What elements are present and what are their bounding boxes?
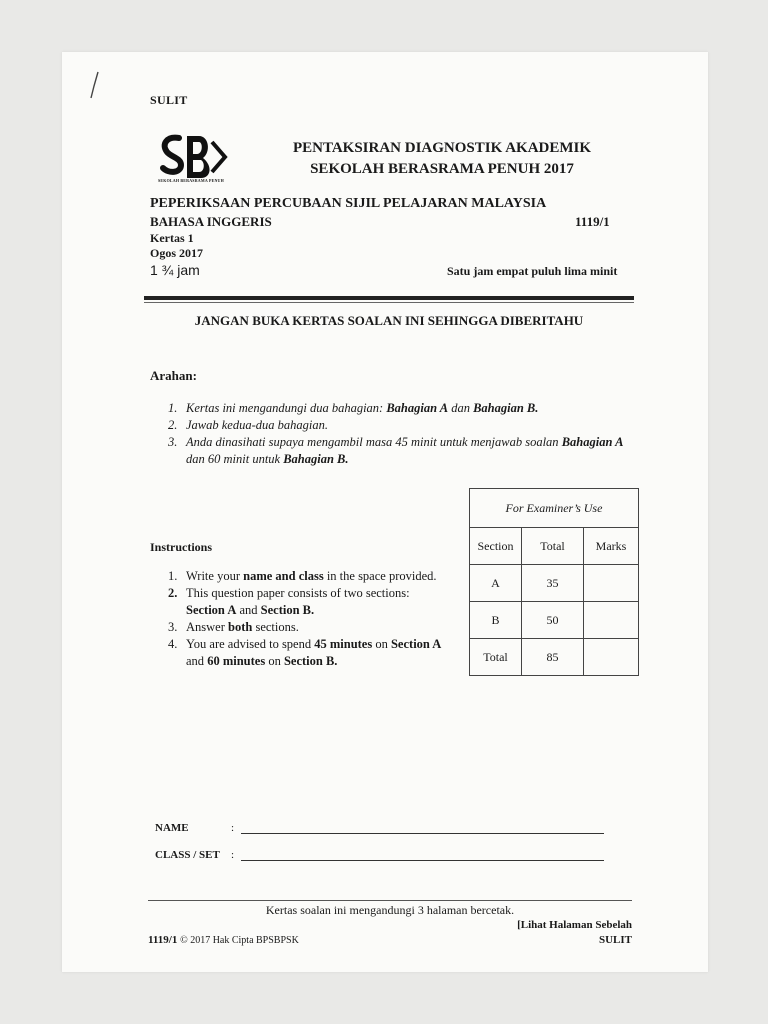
do-not-open-warning: JANGAN BUKA KERTAS SOALAN INI SEHINGGA DIBERITAHU (194, 313, 584, 328)
classification-bottom: SULIT (598, 934, 632, 946)
name-colon: : (231, 822, 235, 834)
exam-cover-page (62, 52, 708, 972)
assessment-title (242, 138, 642, 180)
examiner-header-section: Section (470, 528, 522, 565)
marks-cell-a[interactable] (584, 565, 639, 602)
instructions-list (168, 568, 468, 670)
page-count-note: Kertas soalan ini mengandungi 3 halaman bercetak. (265, 903, 515, 917)
copyright: © 2017 Hak Cipta BPSBPSK (180, 935, 299, 946)
examiner-use-table (469, 488, 639, 676)
examiner-table-title: For Examiner’s Use (470, 489, 639, 528)
paper-code: 1119/1 (575, 214, 610, 229)
marks-cell-b[interactable] (584, 602, 639, 639)
examiner-header-total: Total (522, 528, 584, 565)
table-row: B 50 (470, 602, 639, 639)
marks-cell-total[interactable] (584, 639, 639, 676)
logo-caption: SEKOLAH BERASRAMA PENUH (158, 178, 224, 183)
subject: BAHASA INGGERIS (150, 214, 272, 229)
name-label: NAME (155, 822, 189, 834)
class-label: CLASS / SET (155, 849, 220, 861)
name-field[interactable] (241, 833, 604, 834)
table-row: Total 85 (470, 639, 639, 676)
instruction-item-1: 1. Write your name and class in the space provided. (168, 569, 437, 583)
exam-month: Ogos 2017 (150, 246, 204, 260)
assessment-title-line1: PENTAKSIRAN DIAGNOSTIK AKADEMIK (292, 140, 592, 156)
footer-divider (148, 900, 632, 901)
paper-number: Kertas 1 (150, 231, 194, 245)
classification-top: SULIT (150, 93, 188, 107)
arahan-item-1: 1. Kertas ini mengandungi dua bahagian: Bahagian A dan Bahagian B. (168, 401, 539, 415)
arahan-heading: Arahan: (150, 368, 197, 383)
exam-title: PEPERIKSAAN PERCUBAAN SIJIL PELAJARAN MALAYSIA (150, 196, 547, 211)
instruction-item-2: 2. This question paper consists of two sections: Section A and Section B. (168, 586, 410, 617)
assessment-title-line2: SEKOLAH BERASRAMA PENUH 2017 (310, 161, 574, 177)
arahan-item-3: 3. Anda dinasihati supaya mengambil masa 45 minit untuk menjawab soalan Bahagian A dan 60 minit untuk Bahagian B. (168, 435, 624, 466)
examiner-header-marks: Marks (584, 528, 639, 565)
footer-code: 1119/1 © 2017 Hak Cipta BPSBPSK (148, 934, 299, 946)
arahan-list (168, 400, 638, 468)
class-colon: : (231, 849, 235, 861)
divider-thick (144, 296, 634, 300)
next-page-note: [Lihat Halaman Sebelah (517, 919, 632, 931)
instruction-item-4: 4. You are advised to spend 45 minutes on Section A and 60 minutes on Section B. (168, 637, 442, 668)
instructions-heading: Instructions (150, 540, 213, 554)
pen-mark-icon (88, 70, 102, 102)
duration-words: Satu jam empat puluh lima minit (447, 264, 618, 278)
class-field[interactable] (241, 860, 604, 861)
arahan-item-2: 2. Jawab kedua-dua bahagian. (168, 418, 328, 432)
instruction-item-3: 3. Answer both sections. (168, 620, 299, 634)
duration: 1 ¾ jam (150, 262, 200, 278)
table-row: A 35 (470, 565, 639, 602)
divider-thin (144, 302, 634, 303)
